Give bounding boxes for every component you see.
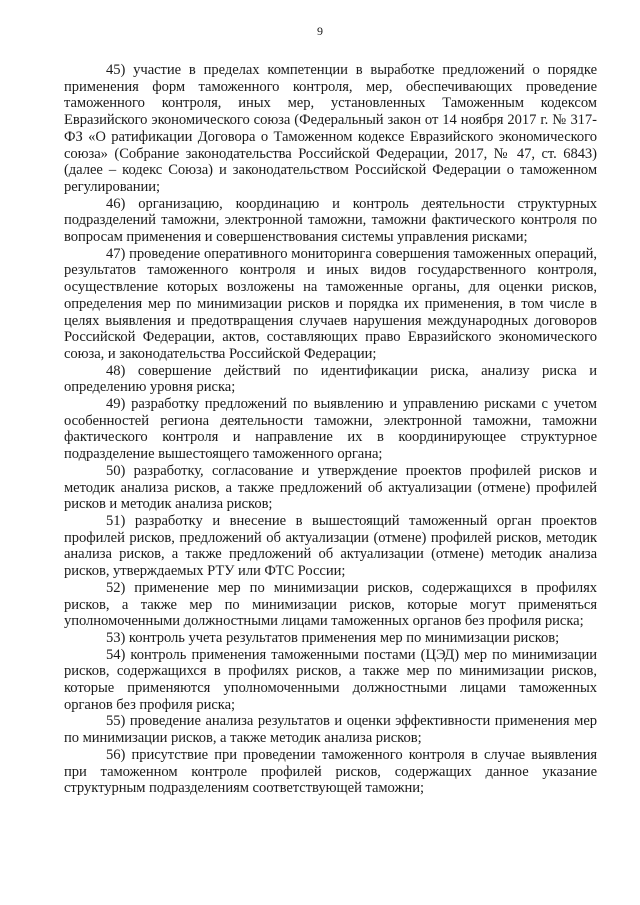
document-body bbox=[64, 62, 597, 797]
paragraph-51: 51) разработку и внесение в вышестоящий таможенный орган проектов профилей рисков, предложений об актуализации (отмене) профилей рисков, методик анализа рисков, а также предложений об актуализации (отмене) методик анализа рисков, утверждаемых РТУ или ФТС России; bbox=[64, 512, 597, 580]
paragraph-55: 55) проведение анализа результатов и оценки эффективности применения мер по минимизации рисков, а также методик анализа рисков; bbox=[64, 713, 597, 747]
paragraph-56: 56) присутствие при проведении таможенного контроля в случае выявления при таможенном контроле профилей рисков, содержащих данное указание структурным подразделениям соответствующей таможни; bbox=[64, 746, 597, 797]
paragraph-48: 48) совершение действий по идентификации риска, анализу риска и определению уровня риска; bbox=[64, 362, 597, 396]
paragraph-47: 47) проведение оперативного мониторинга совершения таможенных операций, результатов таможенного контроля и иных видов государственного контроля, осуществление которых возложены на таможенные органы, для оценки рисков, определения мер по минимизации рисков и порядка их применения, в том числе в целях выявления и предотвращения случаев нарушения международных договоров Российской Федерации, актов, составляющих право Евразийского экономического союза, и законодательства Российской Федерации; bbox=[64, 245, 597, 362]
paragraph-53: 53) контроль учета результатов применения мер по минимизации рисков; bbox=[106, 629, 560, 646]
paragraph-52: 52) применение мер по минимизации рисков, содержащихся в профилях рисков, а также мер по минимизации рисков, которые могут применяться уполномоченными должностными лицами таможенных органов без профиля риска; bbox=[64, 579, 597, 630]
paragraph-45: 45) участие в пределах компетенции в выработке предложений о порядке применения форм таможенного контроля, мер, обеспечивающих проведение таможенного контроля, иных мер, установленных Таможенным кодексом Евразийского экономического союза (Федеральный закон от 14 ноября 2017 г. № 317-ФЗ «О ратификации Договора о Таможенном кодексе Евразийского экономического союза» (Собрание законодательства Российской Федерации, 2017, № 47, ст. 6843) (далее – кодекс Союза) и законодательством Российской Федерации о таможенном регулировании; bbox=[64, 62, 597, 195]
paragraph-49: 49) разработку предложений по выявлению и управлению рисками с учетом особенностей региона деятельности таможни, электронной таможни, таможни фактического контроля и направление их в координирующее структурное подразделение вышестоящего таможенного органа; bbox=[64, 396, 597, 463]
paragraph-54: 54) контроль применения таможенными постами (ЦЭД) мер по минимизации рисков, содержащихся в профилях рисков, а также мер по минимизации рисков, которые применяются уполномоченными должностными лицами таможенных органов без профиля риска; bbox=[64, 646, 597, 713]
paragraph-50: 50) разработку, согласование и утверждение проектов профилей рисков и методик анализа рисков, а также предложений об актуализации (отмене) профилей рисков и методик анализа рисков; bbox=[64, 462, 597, 513]
page-number: 9 bbox=[317, 24, 323, 38]
paragraph-46: 46) организацию, координацию и контроль деятельности структурных подразделений таможни, электронной таможни, таможни фактического контроля по вопросам применения и совершенствования системы управления рисками; bbox=[64, 195, 597, 246]
